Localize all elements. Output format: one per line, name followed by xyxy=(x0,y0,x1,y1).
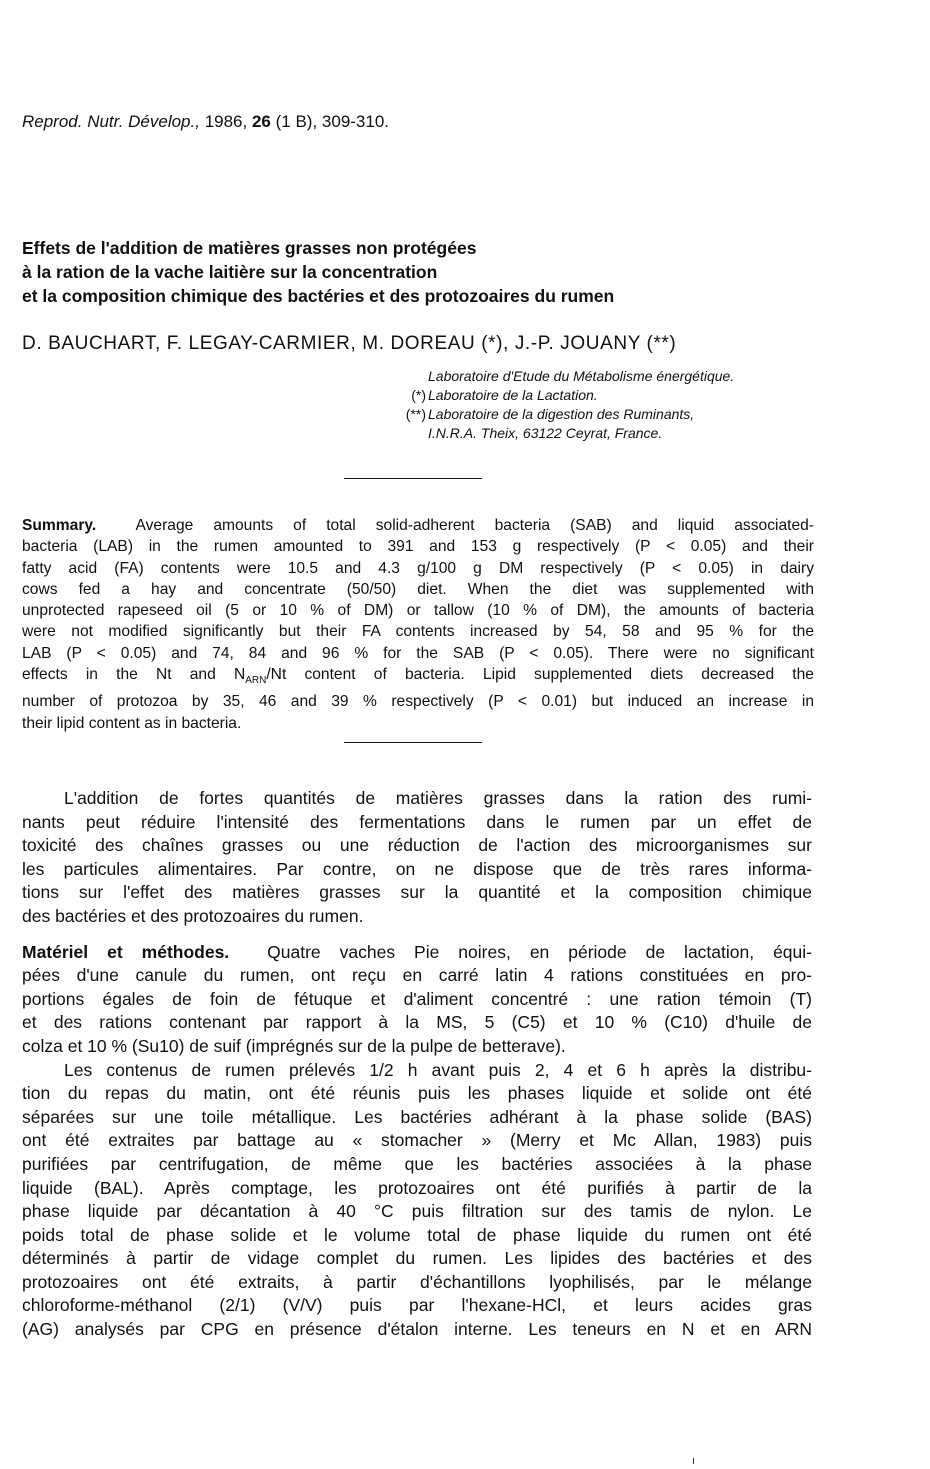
summary-label: Summary. xyxy=(22,517,97,534)
affiliation-text: Laboratoire de la digestion des Ruminants, xyxy=(428,406,695,422)
affiliation-line xyxy=(370,424,734,443)
summary-line: unprotected rapeseed oil (5 or 10 % of DM) or tallow (10 % of DM), the amounts of bacteria xyxy=(22,602,814,620)
body-line: et des rations contenant par rapport à la MS, 5 (C5) et 10 % (C10) d'huile de xyxy=(22,1012,812,1033)
body-line: ont été extraites par battage au « stomacher » (Merry et Mc Allan, 1983) puis xyxy=(22,1130,812,1151)
body-line: toxicité des chaînes grasses ou une réduction de l'action des microorganismes sur xyxy=(22,835,812,856)
summary-line: were not modified significantly but their FA contents increased by 54, 58 and 95 % for the xyxy=(22,623,814,641)
body-line: pées d'une canule du rumen, ont reçu en carré latin 4 rations constituées en pro- xyxy=(22,965,812,986)
author-list: D. BAUCHART, F. LEGAY-CARMIER, M. DOREAU (*), J.-P. JOUANY (**) xyxy=(22,333,677,354)
title-line: Effets de l'addition de matières grasses non protégées xyxy=(22,238,477,258)
journal-reference xyxy=(22,111,389,133)
affiliation-text: Laboratoire d'Etude du Métabolisme énergétique. xyxy=(428,368,735,384)
affiliation-line xyxy=(370,386,734,405)
summary-text: /Nt content of bacteria. Lipid supplemented diets decreased the xyxy=(266,666,814,684)
journal-volume: 26 xyxy=(251,112,271,131)
summary-line xyxy=(22,664,814,691)
body-line: poids total de phase solide et le volume total de phase liquide du rumen ont été xyxy=(22,1224,812,1245)
summary-abstract xyxy=(22,515,814,734)
summary-line: their lipid content as in bacteria. xyxy=(22,714,242,732)
body-line: des bactéries et des protozoaires du rumen. xyxy=(22,905,364,926)
body-line: tions sur l'effet des matières grasses sur la quantité et la composition chimique xyxy=(22,882,812,903)
summary-line: cows fed a hay and concentrate (50/50) diet. When the diet was supplemented with xyxy=(22,580,814,598)
body-line: liquide (BAL). Après comptage, les protozoaires ont été purifiés à partir de la xyxy=(22,1177,812,1198)
divider-rule xyxy=(344,742,482,743)
summary-line xyxy=(22,515,814,536)
body-line: (AG) analysés par CPG en présence d'étalon interne. Les teneurs en N et en ARN xyxy=(22,1319,812,1340)
journal-issue-pages: (1 B), 309-310. xyxy=(275,112,390,131)
body-line: L'addition de fortes quantités de matières grasses dans la ration des rumi- xyxy=(64,788,812,808)
subscript-arn: ARN xyxy=(245,675,267,687)
journal-year: 1986, xyxy=(204,112,248,131)
summary-line: LAB (P < 0.05) and 74, 84 and 96 % for the SAB (P < 0.05). There were no significant xyxy=(22,644,814,662)
body-line xyxy=(22,941,812,965)
body-line: nants peut réduire l'intensité des fermentations dans le rumen par un effet de xyxy=(22,811,812,832)
affiliation-line xyxy=(370,367,734,386)
summary-text: Average amounts of total solid-adherent bacteria (SAB) and liquid associated- xyxy=(135,517,815,534)
summary-text: effects in the Nt and N xyxy=(22,666,246,684)
body-line: protozoaires ont été extraits, à partir d'échantillons lyophilisés, par le mélange xyxy=(22,1271,812,1292)
methods-heading: Matériel et méthodes. xyxy=(22,941,230,962)
paper-title xyxy=(22,236,902,308)
scan-mark xyxy=(693,1458,694,1464)
affiliation-mark: (**) xyxy=(405,406,426,422)
article-body xyxy=(22,787,812,1342)
methods-paragraph xyxy=(22,941,812,1059)
body-line: portions égales de foin de fétuque et d'aliment concentré : une ration témoin (T) xyxy=(22,988,812,1009)
affiliation-mark xyxy=(370,367,428,386)
affiliation-line xyxy=(370,405,734,424)
summary-line: fatty acid (FA) contents were 10.5 and 4.3 g/100 g DM respectively (P < 0.05) in dairy xyxy=(22,559,814,577)
body-line: chloroforme-méthanol (2/1) (V/V) puis par l'hexane-HCl, et leurs acides gras xyxy=(22,1295,812,1316)
title-line: à la ration de la vache laitière sur la concentration xyxy=(22,262,438,282)
body-line: tion du repas du matin, ont été réunis puis les phases liquide et solide ont été xyxy=(22,1083,812,1104)
summary-line: number of protozoa by 35, 46 and 39 % respectively (P < 0.01) but induced an increase in xyxy=(22,693,814,711)
affiliation-text: I.N.R.A. Theix, 63122 Ceyrat, France. xyxy=(428,425,663,441)
summary-line: bacteria (LAB) in the rumen amounted to 391 and 153 g respectively (P < 0.05) and their xyxy=(22,538,814,556)
body-line: purifiées par centrifugation, de même que les bactéries associées à la phase xyxy=(22,1153,812,1174)
body-line: Les contenus de rumen prélevés 1/2 h avant puis 2, 4 et 6 h après la distribu- xyxy=(64,1059,812,1080)
intro-paragraph xyxy=(22,787,812,929)
divider-rule xyxy=(344,478,482,479)
body-text: Quatre vaches Pie noires, en période de lactation, équi- xyxy=(267,941,812,962)
affiliation-mark xyxy=(370,424,428,443)
title-line: et la composition chimique des bactéries et des protozoaires du rumen xyxy=(22,286,615,306)
methods-paragraph xyxy=(22,1059,812,1342)
body-line: les particules alimentaires. Par contre, on ne dispose que de très rares informa- xyxy=(22,858,812,879)
affiliations xyxy=(370,367,734,443)
affiliation-mark: (*) xyxy=(411,387,426,403)
body-line: phase liquide par décantation à 40 °C puis filtration sur des tamis de nylon. Le xyxy=(22,1201,812,1222)
affiliation-text: Laboratoire de la Lactation. xyxy=(428,387,598,403)
body-line: séparées sur une toile métallique. Les bactéries adhérant à la phase solide (BAS) xyxy=(22,1106,812,1127)
body-line: colza et 10 % (Su10) de suif (imprégnés sur de la pulpe de betterave). xyxy=(22,1035,566,1056)
journal-name: Reprod. Nutr. Dévelop., xyxy=(22,112,200,131)
body-line: déterminés à partir de vidage complet du rumen. Les lipides des bactéries et des xyxy=(22,1248,812,1269)
